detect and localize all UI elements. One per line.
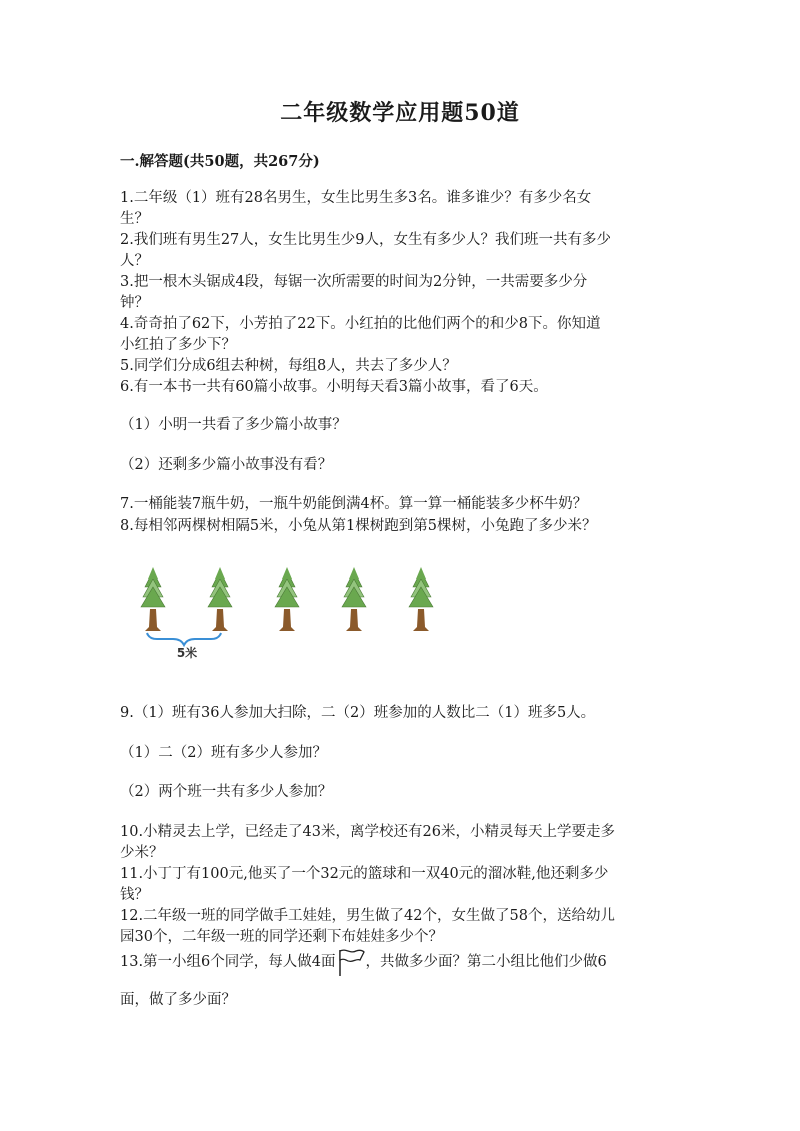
question-6: 6.有一本书一共有60篇小故事。小明每天看3篇小故事，看了6天。 <box>120 379 548 395</box>
question-3-line-1: 3.把一根木头锯成4段，每锯一次所需要的时间为2分钟，一共需要多少分 <box>120 274 588 290</box>
question-9: 9.（1）班有36人参加大扫除，二（2）班参加的人数比二（1）班多5人。 <box>120 705 596 721</box>
question-6-sub-2: （2）还剩多少篇小故事没有看？ <box>120 457 333 473</box>
trees-figure <box>135 565 455 665</box>
distance-label: 5米 <box>176 646 198 660</box>
question-11-line-1: 11.小丁丁有100元,他买了一个32元的篮球和一双40元的溜冰鞋,他还剩多少 <box>120 866 609 882</box>
question-1-line-2: 生？ <box>120 211 149 227</box>
section-heading: 一.解答题(共50题，共267分) <box>120 153 320 170</box>
question-5: 5.同学们分成6组去种树，每组8人，共去了多少人？ <box>120 358 457 374</box>
question-3-line-2: 钟？ <box>120 295 149 311</box>
tree-2 <box>208 567 232 631</box>
question-9-sub-1: （1）二（2）班有多少人参加？ <box>120 745 327 761</box>
tree-1 <box>141 567 165 631</box>
distance-bracket <box>147 633 221 645</box>
page-title: 二年级数学应用题50道 <box>280 100 520 126</box>
flag-icon <box>336 946 366 978</box>
question-2-line-1: 2.我们班有男生27人，女生比男生少9人，女生有多少人？我们班一共有多少 <box>120 232 612 248</box>
question-12-line-2: 园30个，二年级一班的同学还剩下布娃娃多少个？ <box>120 929 443 945</box>
question-10-line-2: 少米？ <box>120 845 164 861</box>
question-7: 7.一桶能装7瓶牛奶，一瓶牛奶能倒满4杯。算一算一桶能装多少杯牛奶？ <box>120 496 588 512</box>
question-13-line-2: 面，做了多少面？ <box>120 992 236 1008</box>
question-2-line-2: 人？ <box>120 253 149 269</box>
question-13-text-before: 13.第一小组6个同学，每人做4面 <box>120 954 336 970</box>
question-4-line-2: 小红拍了多少下？ <box>120 337 236 353</box>
question-6-sub-1: （1）小明一共看了多少篇小故事？ <box>120 417 347 433</box>
question-11-line-2: 钱？ <box>120 887 149 903</box>
question-12-line-1: 12.二年级一班的同学做手工娃娃，男生做了42个，女生做了58个，送给幼儿 <box>120 908 615 924</box>
question-10-line-1: 10.小精灵去上学，已经走了43米，离学校还有26米，小精灵每天上学要走多 <box>120 824 615 840</box>
tree-3 <box>275 567 299 631</box>
question-1-line-1: 1.二年级（1）班有28名男生，女生比男生多3名。谁多谁少？有多少名女 <box>120 190 592 206</box>
question-13-text-after: ，共做多少面？第二小组比他们少做6 <box>365 954 607 970</box>
tree-5 <box>409 567 433 631</box>
question-8: 8.每相邻两棵树相隔5米，小兔从第1棵树跑到第5棵树，小兔跑了多少米？ <box>120 518 597 534</box>
question-9-sub-2: （2）两个班一共有多少人参加？ <box>120 784 333 800</box>
question-13-line-1 <box>120 946 607 978</box>
question-4-line-1: 4.奇奇拍了62下，小芳拍了22下。小红拍的比他们两个的和少8下。你知道 <box>120 316 601 332</box>
tree-4 <box>342 567 366 631</box>
